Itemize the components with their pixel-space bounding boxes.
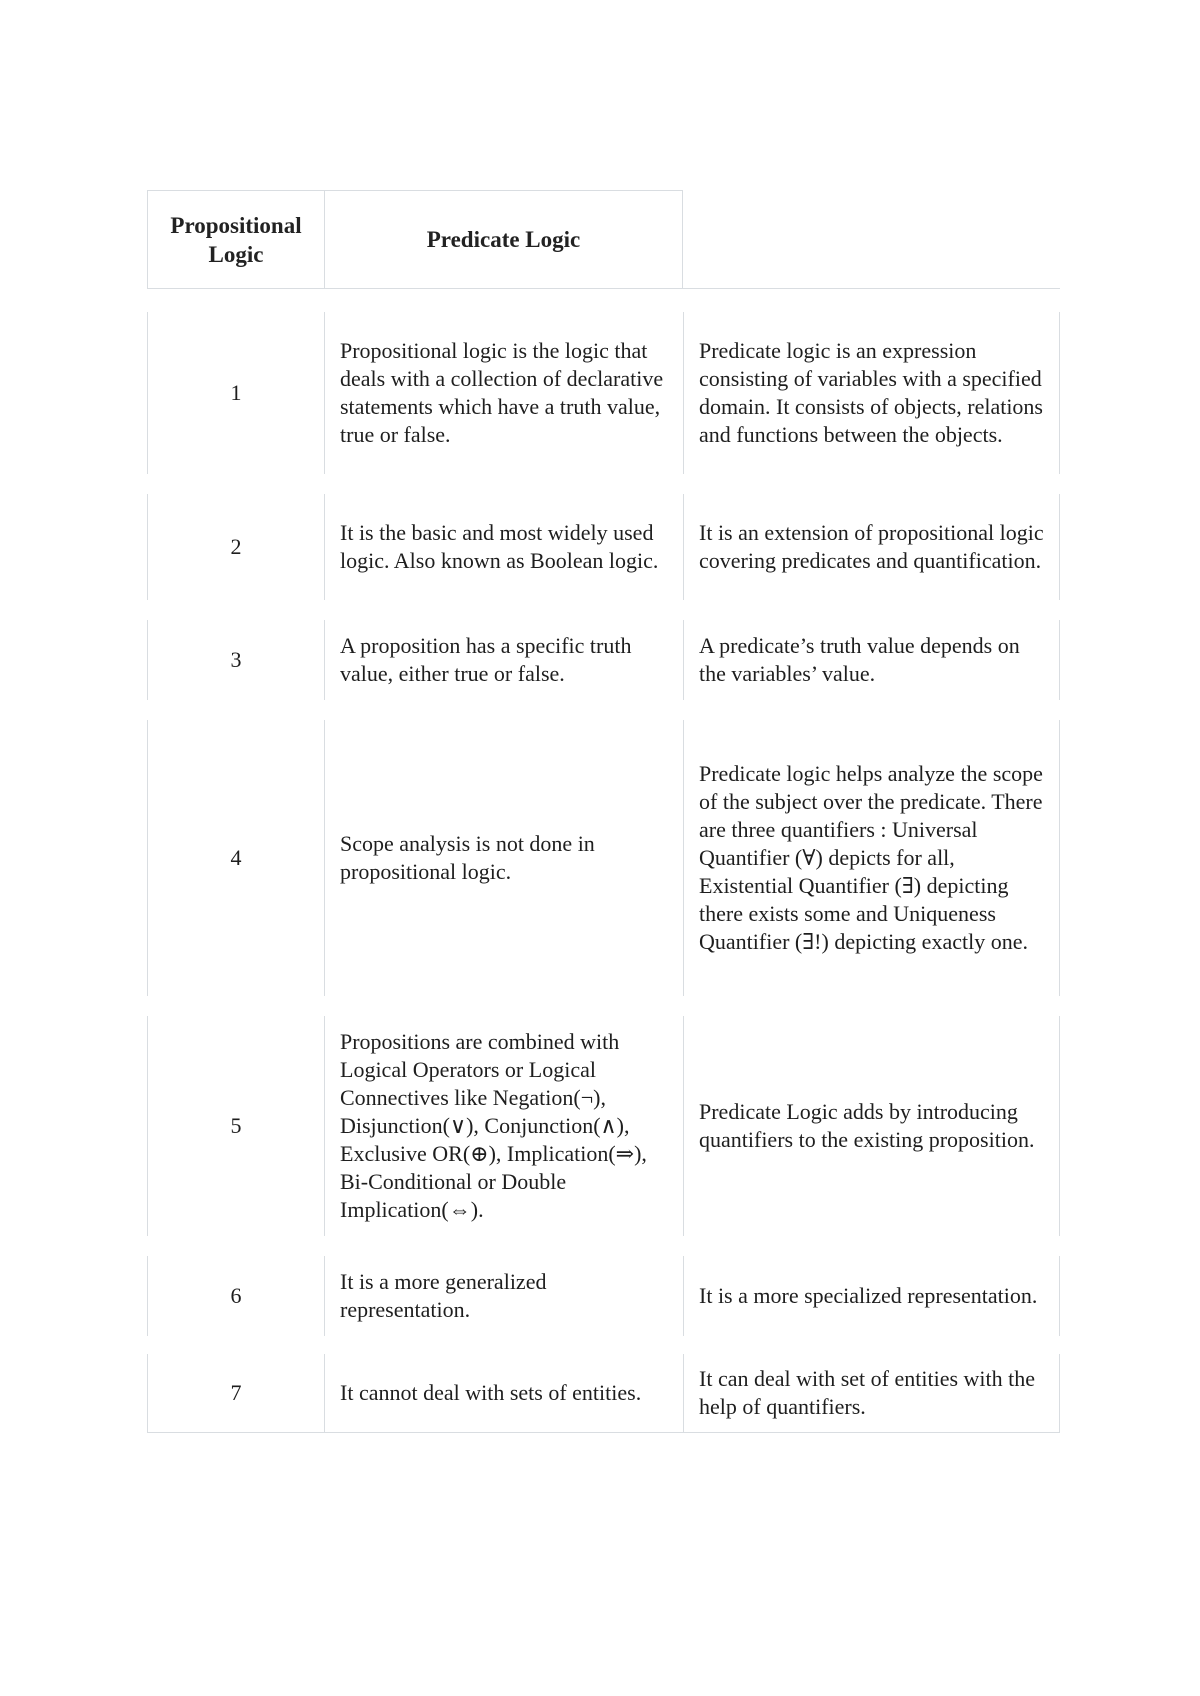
row-number-cell [147, 494, 324, 600]
propositional-cell [324, 1016, 683, 1236]
propositional-text: It cannot deal with sets of entities. [340, 1380, 642, 1405]
propositional-text: Propositional logic is the logic that deals with a collection of declarative statements which have a truth value, true or false. [340, 338, 664, 447]
predicate-cell [683, 1256, 1060, 1336]
table-row [147, 312, 1060, 474]
row-number: 6 [230, 1283, 242, 1308]
row-number: 2 [230, 534, 242, 559]
row-number-cell [147, 620, 324, 700]
predicate-cell [683, 312, 1060, 474]
predicate-cell [683, 720, 1060, 996]
predicate-cell [683, 494, 1060, 600]
header-predicate-logic [324, 190, 683, 289]
table-row [147, 620, 1060, 700]
header-predicate-logic-label: Predicate Logic [426, 227, 581, 252]
row-number: 4 [230, 845, 242, 870]
propositional-cell [324, 494, 683, 600]
table-row [147, 720, 1060, 996]
predicate-text: A predicate’s truth value depends on the variables’ value. [699, 633, 1020, 686]
predicate-cell [683, 620, 1060, 700]
predicate-text: Predicate Logic adds by introducing quantifiers to the existing proposition. [699, 1099, 1035, 1152]
predicate-text: It is a more specialized representation. [699, 1283, 1038, 1308]
predicate-cell [683, 1016, 1060, 1236]
table-row [147, 1256, 1060, 1336]
propositional-text: It is a more generalized representation. [340, 1269, 547, 1322]
propositional-cell [324, 620, 683, 700]
row-number-cell [147, 1016, 324, 1236]
row-number-cell [147, 1354, 324, 1432]
header-propositional-logic [147, 190, 325, 289]
propositional-text: Propositions are combined with Logical Operators or Logical Connectives like Negation(¬), Disjunction(∨), Conjunction(∧), Exclusive OR(⊕), Implication(⇒), Bi-Conditional or Double Implication(⇔). [340, 1029, 647, 1222]
row-number-cell [147, 312, 324, 474]
row-number: 1 [230, 380, 242, 405]
row-number: 5 [230, 1113, 242, 1138]
propositional-cell [324, 1256, 683, 1336]
table-row [147, 1354, 1060, 1432]
table-bottom-border [147, 1432, 1060, 1433]
table-row [147, 494, 1060, 600]
table-top-border [682, 288, 1060, 289]
table-row [147, 1016, 1060, 1236]
predicate-cell [683, 1354, 1060, 1432]
propositional-text: It is the basic and most widely used logic. Also known as Boolean logic. [340, 520, 659, 573]
predicate-text: It can deal with set of entities with the help of quantifiers. [699, 1366, 1036, 1419]
propositional-cell [324, 720, 683, 996]
row-number: 3 [230, 647, 242, 672]
row-number: 7 [230, 1380, 242, 1405]
row-number-cell [147, 720, 324, 996]
propositional-cell [324, 312, 683, 474]
row-number-cell [147, 1256, 324, 1336]
propositional-cell [324, 1354, 683, 1432]
propositional-text: A proposition has a specific truth value, either true or false. [340, 633, 632, 686]
header-propositional-logic-label: Propositional Logic [170, 212, 302, 267]
propositional-text: Scope analysis is not done in propositional logic. [340, 831, 595, 884]
predicate-text: It is an extension of propositional logic covering predicates and quantification. [699, 520, 1044, 573]
predicate-text: Predicate logic helps analyze the scope of the subject over the predicate. There are three quantifiers : Universal Quantifier (∀) depicts for all, Existential Quantifier (∃) depicting there exists some and Uniqueness Quantifier (∃!) depicting exactly one. [699, 761, 1043, 954]
predicate-text: Predicate logic is an expression consisting of variables with a specified domain. It consists of objects, relations and functions between the objects. [699, 338, 1043, 447]
